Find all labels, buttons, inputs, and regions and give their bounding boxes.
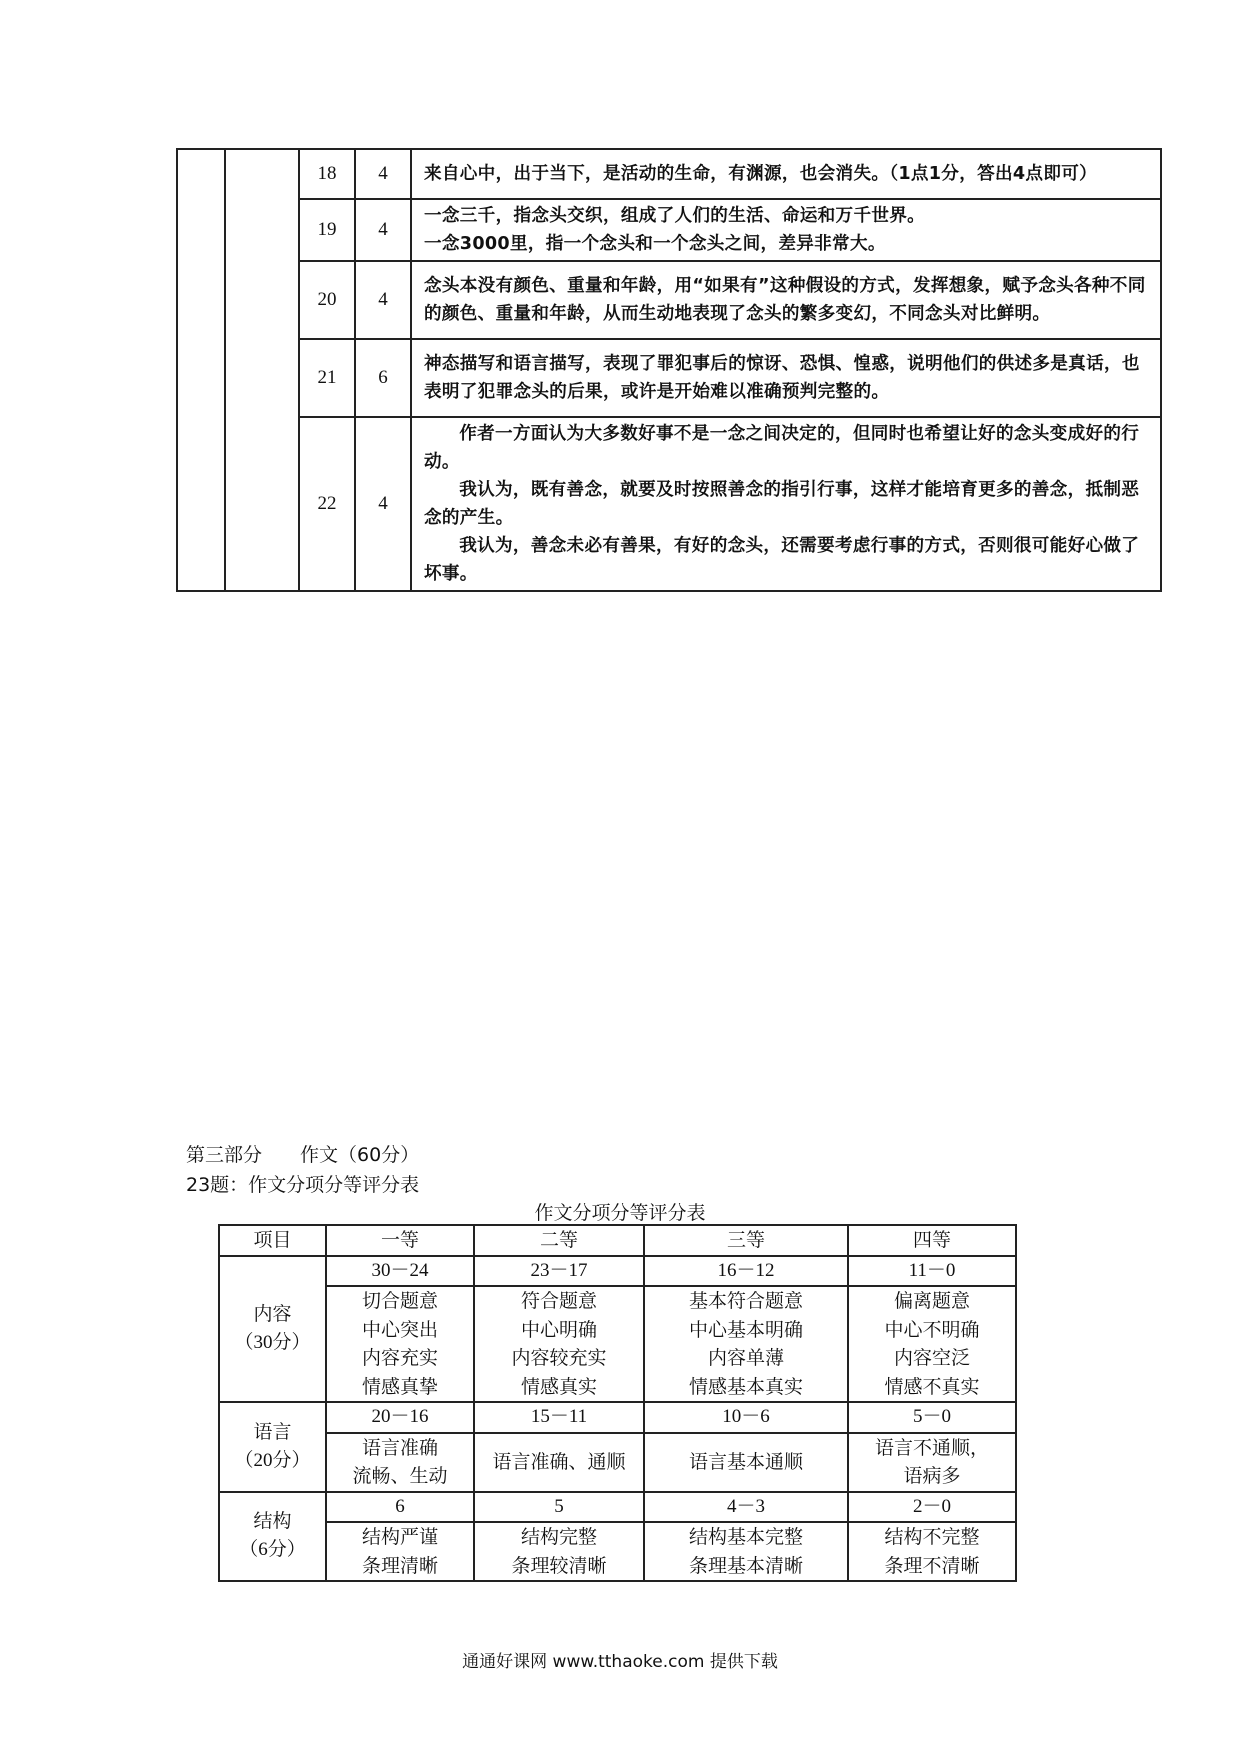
criteria-row xyxy=(219,1522,1016,1581)
score-range: 4－3 xyxy=(644,1492,848,1523)
answer-text xyxy=(411,199,1161,261)
score-range: 16－12 xyxy=(644,1256,848,1287)
score-range: 5 xyxy=(474,1492,644,1523)
criteria-cell xyxy=(326,1433,474,1492)
score-range: 23－17 xyxy=(474,1256,644,1287)
criteria-cell xyxy=(848,1286,1016,1402)
criteria-line: 符合题意 xyxy=(520,1290,597,1312)
criteria-line: 流畅、生动 xyxy=(352,1465,448,1487)
criteria-cell xyxy=(474,1433,644,1492)
answer-text xyxy=(411,417,1161,591)
answer-text xyxy=(411,339,1161,417)
criteria-line: 语言不通顺， xyxy=(874,1436,989,1459)
section-label-line: 内容 xyxy=(253,1303,292,1325)
score-range: 30－24 xyxy=(326,1256,474,1287)
score-range: 5－0 xyxy=(848,1402,1016,1433)
answer-line: 来自心中，出于当下，是活动的生命，有渊源，也会消失。（1点1分，答出4点即可） xyxy=(424,164,1098,184)
criteria-line: 情感不真实 xyxy=(884,1375,980,1398)
criteria-line: 内容充实 xyxy=(361,1347,438,1369)
criteria-cell xyxy=(644,1286,848,1402)
footer-text: 通通好课网 www.tthaoke.com 提供下载 xyxy=(462,1652,778,1672)
criteria-line: 内容单薄 xyxy=(707,1347,784,1369)
answer-line: 一念3000里，指一个念头和一个念头之间，差异非常大。 xyxy=(424,234,886,254)
criteria-line: 条理不清晰 xyxy=(884,1554,980,1577)
criteria-line: 中心不明确 xyxy=(884,1318,980,1341)
score-range-row xyxy=(219,1492,1016,1523)
criteria-line: 中心突出 xyxy=(361,1318,438,1341)
header-cell: 项目 xyxy=(219,1225,326,1256)
question-23-heading: 23题：作文分项分等评分表 xyxy=(186,1174,420,1196)
answer-row xyxy=(177,417,1161,591)
answer-table xyxy=(176,148,1162,592)
section-label xyxy=(219,1256,326,1403)
question-score: 4 xyxy=(355,261,411,339)
section-label xyxy=(219,1492,326,1582)
header-cell: 一等 xyxy=(326,1225,474,1256)
criteria-line: 基本符合题意 xyxy=(688,1290,803,1312)
answer-text xyxy=(411,261,1161,339)
criteria-line: 中心明确 xyxy=(520,1318,597,1341)
score-range: 20－16 xyxy=(326,1402,474,1433)
section-label xyxy=(219,1402,326,1492)
criteria-cell xyxy=(644,1522,848,1581)
part-heading xyxy=(186,1140,419,1167)
question-score: 4 xyxy=(355,149,411,199)
criteria-row xyxy=(219,1286,1016,1402)
criteria-line: 语言准确 xyxy=(361,1436,438,1459)
criteria-cell xyxy=(848,1433,1016,1492)
criteria-line: 结构严谨 xyxy=(361,1526,438,1548)
score-range: 15－11 xyxy=(474,1402,644,1433)
header-cell: 二等 xyxy=(474,1225,644,1256)
answer-line: 我认为，善念未必有善果，有好的念头，还需要考虑行事的方式，否则很可能好心做了坏事。 xyxy=(424,536,1140,584)
section-label-line: 语言 xyxy=(253,1421,292,1443)
criteria-line: 情感真挚 xyxy=(361,1375,438,1398)
answer-row xyxy=(177,199,1161,261)
criteria-line: 结构基本完整 xyxy=(688,1526,803,1548)
score-range: 10－6 xyxy=(644,1402,848,1433)
question-number: 20 xyxy=(299,261,355,339)
criteria-line: 结构完整 xyxy=(520,1526,597,1548)
criteria-cell xyxy=(474,1522,644,1581)
part-title: 第三部分 xyxy=(186,1144,263,1166)
criteria-line: 结构不完整 xyxy=(884,1526,980,1548)
answer-line: 一念三千，指念头交织，组成了人们的生活、命运和万千世界。 xyxy=(424,206,926,226)
answer-row xyxy=(177,261,1161,339)
score-range-row xyxy=(219,1402,1016,1433)
criteria-cell xyxy=(326,1286,474,1402)
criteria-line: 语言基本通顺 xyxy=(688,1450,803,1473)
section-label-line: （30分） xyxy=(234,1331,311,1353)
criteria-line: 内容较充实 xyxy=(511,1347,607,1369)
section-label-line: （6分） xyxy=(239,1539,306,1561)
header-cell: 四等 xyxy=(848,1225,1016,1256)
blank-cell xyxy=(225,149,299,591)
question-score: 4 xyxy=(355,199,411,261)
score-range-row xyxy=(219,1256,1016,1287)
criteria-cell xyxy=(326,1522,474,1581)
criteria-line: 条理清晰 xyxy=(361,1554,438,1577)
criteria-cell xyxy=(848,1522,1016,1581)
score-range: 2－0 xyxy=(848,1492,1016,1523)
question-number: 19 xyxy=(299,199,355,261)
question-score: 6 xyxy=(355,339,411,417)
answer-row xyxy=(177,339,1161,417)
answer-line: 念头本没有颜色、重量和年龄，用“如果有”这种假设的方式，发挥想象，赋予念头各种不同的颜色、重量和年龄，从而生动地表现了念头的繁多变幻，不同念头对比鲜明。 xyxy=(424,276,1146,324)
answer-row xyxy=(177,149,1161,199)
criteria-line: 切合题意 xyxy=(361,1290,438,1312)
criteria-line: 情感真实 xyxy=(520,1375,597,1398)
question-score: 4 xyxy=(355,417,411,591)
criteria-row xyxy=(219,1433,1016,1492)
criteria-line: 偏离题意 xyxy=(893,1290,970,1312)
question-number: 22 xyxy=(299,417,355,591)
answer-line: 作者一方面认为大多数好事不是一念之间决定的，但同时也希望让好的念头变成好的行动。 xyxy=(424,424,1140,472)
criteria-line: 语言准确、通顺 xyxy=(492,1450,626,1473)
part-score: 作文（60分） xyxy=(300,1144,420,1166)
question-number: 21 xyxy=(299,339,355,417)
blank-cell xyxy=(177,149,225,591)
section-label-line: （20分） xyxy=(234,1449,311,1471)
answer-text xyxy=(411,149,1161,199)
score-table-caption: 作文分项分等评分表 xyxy=(534,1202,706,1224)
criteria-cell xyxy=(644,1433,848,1492)
criteria-line: 语病多 xyxy=(903,1465,961,1487)
criteria-line: 情感基本真实 xyxy=(688,1375,803,1398)
criteria-line: 条理基本清晰 xyxy=(688,1554,803,1577)
score-header-row xyxy=(219,1225,1016,1256)
criteria-line: 中心基本明确 xyxy=(688,1318,803,1341)
header-cell: 三等 xyxy=(644,1225,848,1256)
score-range: 11－0 xyxy=(848,1256,1016,1287)
score-table xyxy=(218,1224,1017,1582)
criteria-line: 内容空泛 xyxy=(893,1347,970,1369)
criteria-line: 条理较清晰 xyxy=(511,1554,607,1577)
answer-line: 我认为，既有善念，就要及时按照善念的指引行事，这样才能培育更多的善念，抵制恶念的产生。 xyxy=(424,480,1140,528)
answer-line: 神态描写和语言描写，表现了罪犯事后的惊讶、恐惧、惶惑，说明他们的供述多是真话，也表明了犯罪念头的后果，或许是开始难以准确预判完整的。 xyxy=(424,354,1140,402)
section-label-line: 结构 xyxy=(253,1511,292,1533)
question-number: 18 xyxy=(299,149,355,199)
criteria-cell xyxy=(474,1286,644,1402)
score-range: 6 xyxy=(326,1492,474,1523)
